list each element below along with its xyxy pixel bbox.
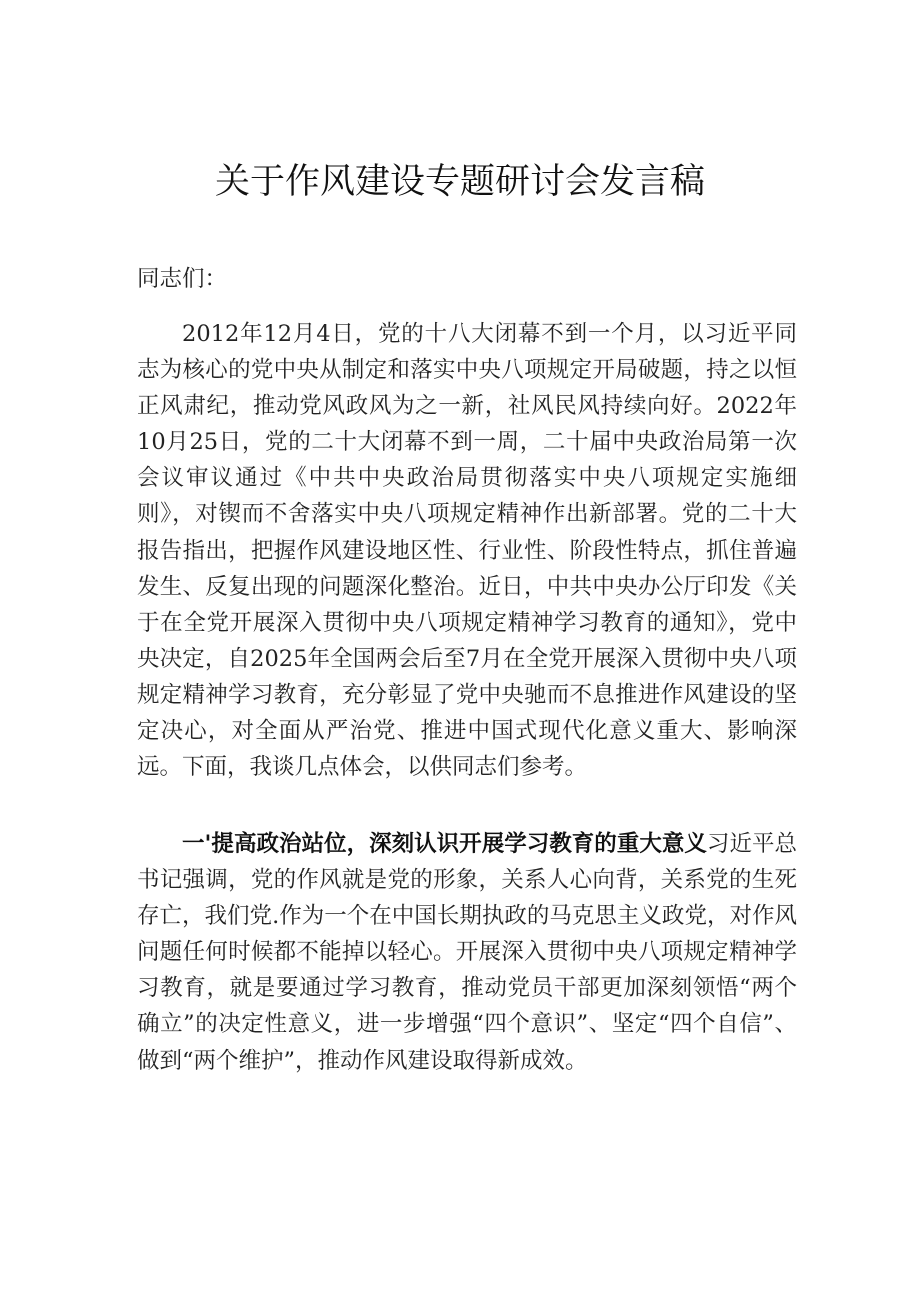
section-heading-1: 一'提高政治站位，深刻认识开展学习教育的重大意义: [182, 831, 707, 857]
paragraph-2: [137, 826, 797, 1079]
salutation: 同志们：: [137, 266, 228, 292]
document-title: 关于作风建设专题研讨会发言稿: [214, 162, 705, 202]
paragraph-2-text: 习近平总书记强调，党的作风就是党的形象，关系人心向背，关系党的生死存亡，我们党.作为一个在中国长期执政的马克思主义政党，对作风问题任何时候都不能掉以轻心。开展深入贯彻中央八项规定精神学习教育，就是要通过学习教育，推动党员干部更加深刻领悟“两个确立”的决定性意义，进一步增强“四个意识”、坚定“四个自信”、做到“两个维护”，推动作风建设取得新成效。: [137, 831, 797, 1074]
paragraph-1: 2012年12月4日，党的十八大闭幕不到一个月，以习近平同志为核心的党中央从制定和落实中央八项规定开局破题，持之以恒正风肃纪，推动党风政风为之一新，社风民风持续向好。2022年10月25日，党的二十大闭幕不到一周，二十届中央政治局第一次会议审议通过《中共中央政治局贯彻落实中央八项规定实施细则》，对锲而不舍落实中央八项规定精神作出新部署。党的二十大报告指出，把握作风建设地区性、行业性、阶段性特点，抓住普遍发生、反复出现的问题深化整治。近日，中共中央办公厅印发《关于在全党开展深入贯彻中央八项规定精神学习教育的通知》，党中央决定，自2025年全国两会后至7月在全党开展深入贯彻中央八项规定精神学习教育，充分彰显了党中央驰而不息推进作风建设的坚定决心，对全面从严治党、推进中国式现代化意义重大、影响深远。下面，我谈几点体会，以供同志们参考。: [137, 321, 797, 781]
